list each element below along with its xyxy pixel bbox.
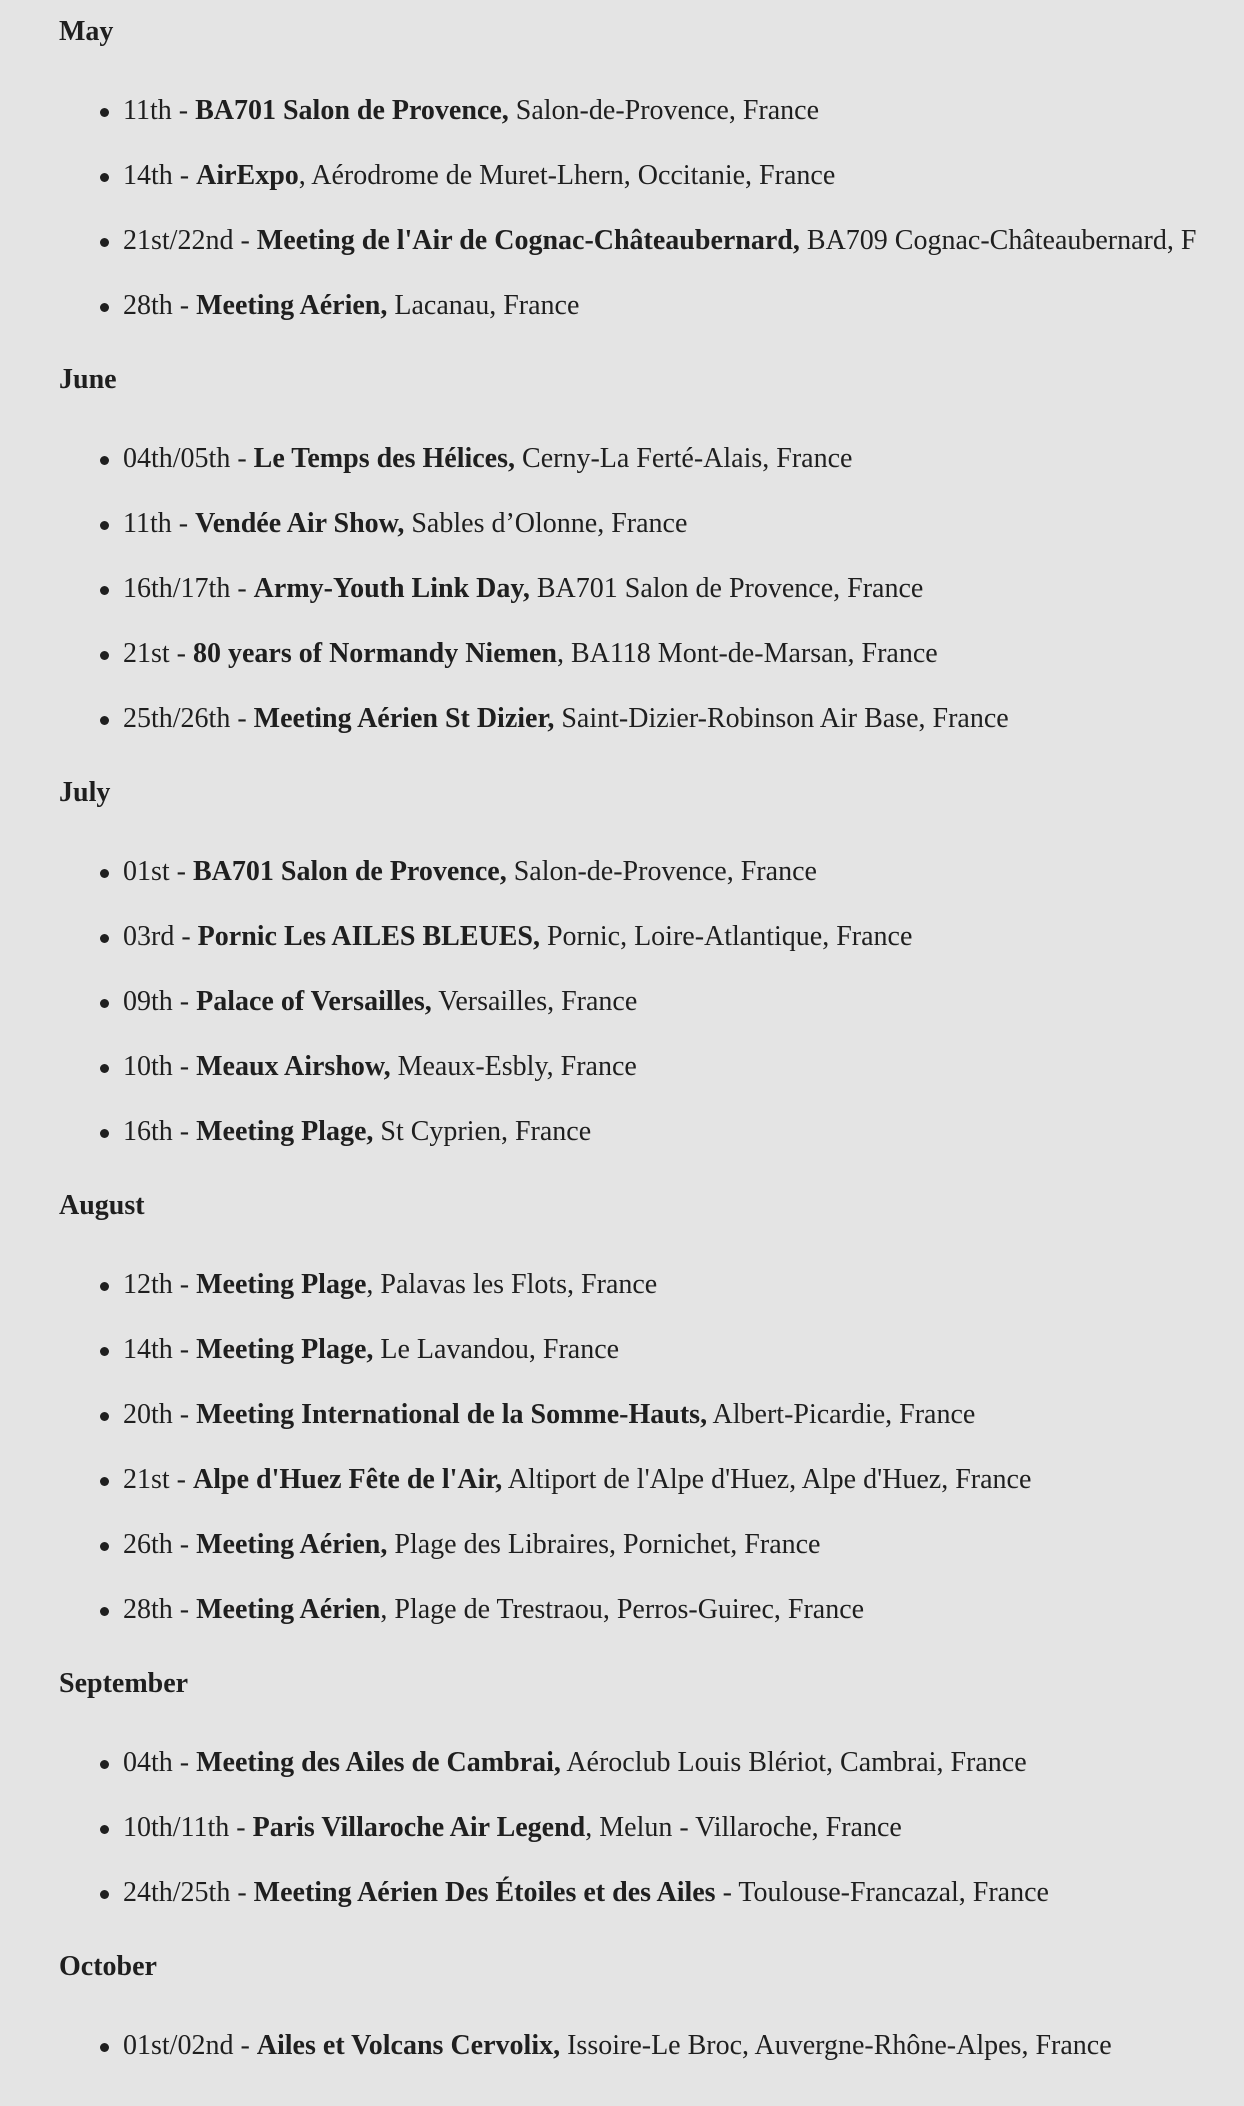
event-item — [59, 855, 1244, 920]
event-location: , BA118 Mont-de-Marsan, France — [556, 638, 938, 669]
month-heading: September — [59, 1668, 189, 1699]
event-name: Meeting de l'Air de Cognac-Châteaubernard, — [256, 225, 800, 256]
event-location: Issoire-Le Broc, Auvergne-Rhône-Alpes, France — [560, 2030, 1112, 2061]
event-location: , Palavas les Flots, France — [366, 1269, 658, 1300]
month-heading: October — [59, 1951, 157, 1982]
event-name: 80 years of Normandy Niemen — [193, 638, 557, 669]
bullet-icon — [100, 303, 109, 312]
event-location: , Aérodrome de Muret-Lhern, Occitanie, France — [298, 160, 836, 191]
event-date: 10th/11th - — [123, 1812, 253, 1843]
event-date: 21st/22nd - — [123, 225, 257, 256]
event-date: 12th - — [123, 1269, 197, 1300]
bullet-icon — [100, 586, 109, 595]
event-item — [59, 637, 1244, 702]
event-item — [59, 572, 1244, 637]
event-text — [123, 1593, 864, 1627]
event-item — [59, 1746, 1244, 1811]
event-item — [59, 1050, 1244, 1115]
event-location: Lacanau, France — [387, 290, 580, 321]
event-text — [123, 702, 1009, 736]
event-name: Paris Villaroche Air Legend — [252, 1812, 586, 1843]
event-location: Plage des Libraires, Pornichet, France — [387, 1529, 821, 1560]
event-date: 21st - — [123, 1464, 193, 1495]
event-name: Ailes et Volcans Cervolix, — [256, 2030, 561, 2061]
bullet-icon — [100, 1760, 109, 1769]
event-list — [59, 94, 1244, 354]
event-date: 09th - — [123, 986, 197, 1017]
event-name: Meeting International de la Somme-Hauts, — [196, 1399, 708, 1430]
event-text — [123, 1115, 591, 1149]
event-text — [123, 1463, 1031, 1497]
event-date: 20th - — [123, 1399, 197, 1430]
bullet-icon — [100, 651, 109, 660]
bullet-icon — [100, 1129, 109, 1138]
event-text — [123, 442, 852, 476]
event-location: BA701 Salon de Provence, France — [529, 573, 924, 604]
month-section-may — [59, 0, 1244, 354]
event-name: Meaux Airshow, — [196, 1051, 391, 1082]
event-name: Vendée Air Show, — [195, 508, 405, 539]
event-item — [59, 985, 1244, 1050]
event-item — [59, 94, 1244, 159]
event-text — [123, 1398, 975, 1432]
bullet-icon — [100, 1825, 109, 1834]
month-section-september — [59, 1652, 1244, 1941]
event-text — [123, 1746, 1027, 1780]
event-location: St Cyprien, France — [373, 1116, 592, 1147]
month-section-october — [59, 1935, 1244, 2094]
event-text — [123, 507, 687, 541]
event-item — [59, 1333, 1244, 1398]
event-text — [123, 1333, 619, 1367]
month-section-july — [59, 761, 1244, 1180]
bullet-icon — [100, 999, 109, 1008]
event-item — [59, 1593, 1244, 1658]
event-name: Meeting Aérien, — [196, 290, 388, 321]
event-location: Salon-de-Provence, France — [506, 856, 817, 887]
event-item — [59, 224, 1244, 289]
event-text — [123, 1811, 902, 1845]
event-location: Le Lavandou, France — [373, 1334, 620, 1365]
event-item — [59, 1876, 1244, 1941]
event-date: 26th - — [123, 1529, 197, 1560]
bullet-icon — [100, 1890, 109, 1899]
month-heading: July — [59, 777, 111, 808]
event-location: , Melun - Villaroche, France — [585, 1812, 902, 1843]
bullet-icon — [100, 238, 109, 247]
event-name: Meeting Plage, — [196, 1334, 374, 1365]
event-item — [59, 1268, 1244, 1333]
bullet-icon — [100, 934, 109, 943]
event-location: - Toulouse-Francazal, France — [715, 1877, 1049, 1908]
event-item — [59, 442, 1244, 507]
event-item — [59, 507, 1244, 572]
event-name: Meeting Aérien St Dizier, — [253, 703, 555, 734]
event-date: 10th - — [123, 1051, 197, 1082]
event-name: Meeting Aérien Des Étoiles et des Ailes — [253, 1877, 716, 1908]
event-name: Le Temps des Hélices, — [253, 443, 516, 474]
bullet-icon — [100, 716, 109, 725]
event-text — [123, 1528, 820, 1562]
event-date: 11th - — [123, 508, 196, 539]
event-location: , Plage de Trestraou, Perros-Guirec, France — [380, 1594, 865, 1625]
event-item — [59, 2029, 1244, 2094]
bullet-icon — [100, 108, 109, 117]
event-item — [59, 289, 1244, 354]
event-text — [123, 572, 923, 606]
event-item — [59, 159, 1244, 224]
event-text — [123, 2029, 1112, 2063]
event-location: Salon-de-Provence, France — [508, 95, 819, 126]
event-name: Pornic Les AILES BLEUES, — [197, 921, 540, 952]
event-item — [59, 1528, 1244, 1593]
event-date: 03rd - — [123, 921, 198, 952]
event-location: Albert-Picardie, France — [707, 1399, 976, 1430]
event-item — [59, 1811, 1244, 1876]
bullet-icon — [100, 1064, 109, 1073]
bullet-icon — [100, 2043, 109, 2052]
event-date: 11th - — [123, 95, 196, 126]
event-date: 16th - — [123, 1116, 197, 1147]
event-text — [123, 637, 938, 671]
event-name: Meeting Plage — [196, 1269, 367, 1300]
event-date: 14th - — [123, 1334, 197, 1365]
event-date: 04th - — [123, 1747, 197, 1778]
event-text — [123, 289, 579, 323]
event-location: Saint-Dizier-Robinson Air Base, France — [554, 703, 1009, 734]
month-section-june — [59, 348, 1244, 767]
event-item — [59, 920, 1244, 985]
event-name: Army-Youth Link Day, — [253, 573, 530, 604]
event-date: 21st - — [123, 638, 193, 669]
event-name: Palace of Versailles, — [196, 986, 432, 1017]
bullet-icon — [100, 173, 109, 182]
bullet-icon — [100, 456, 109, 465]
event-date: 14th - — [123, 160, 197, 191]
event-location: Pornic, Loire-Atlantique, France — [539, 921, 913, 952]
bullet-icon — [100, 1347, 109, 1356]
event-name: Alpe d'Huez Fête de l'Air, — [193, 1464, 503, 1495]
event-date: 28th - — [123, 290, 197, 321]
event-text — [123, 1050, 637, 1084]
event-text — [123, 1876, 1049, 1910]
month-section-august — [59, 1174, 1244, 1658]
events-calendar — [59, 0, 1244, 2094]
event-text — [123, 855, 817, 889]
event-item — [59, 1398, 1244, 1463]
event-name: AirExpo — [196, 160, 299, 191]
event-date: 16th/17th - — [123, 573, 254, 604]
month-heading: May — [59, 16, 114, 47]
event-name: Meeting Aérien — [196, 1594, 381, 1625]
event-date: 28th - — [123, 1594, 197, 1625]
event-name: BA701 Salon de Provence, — [195, 95, 509, 126]
event-location: Versailles, France — [431, 986, 638, 1017]
event-text — [123, 159, 835, 193]
event-location: Altiport de l'Alpe d'Huez, Alpe d'Huez, France — [502, 1464, 1032, 1495]
event-location: BA709 Cognac-Châteaubernard, F — [799, 225, 1197, 256]
event-list — [59, 2029, 1244, 2094]
event-location: Cerny-La Ferté-Alais, France — [515, 443, 853, 474]
event-location: Sables d’Olonne, France — [404, 508, 688, 539]
event-name: Meeting des Ailes de Cambrai, — [196, 1747, 561, 1778]
month-heading: June — [59, 364, 117, 395]
event-name: Meeting Plage, — [196, 1116, 374, 1147]
event-text — [123, 224, 1196, 258]
event-text — [123, 920, 912, 954]
event-text — [123, 985, 637, 1019]
bullet-icon — [100, 1282, 109, 1291]
event-list — [59, 1746, 1244, 1941]
month-heading: August — [59, 1190, 145, 1221]
event-location: Aéroclub Louis Blériot, Cambrai, France — [560, 1747, 1027, 1778]
event-date: 24th/25th - — [123, 1877, 254, 1908]
bullet-icon — [100, 1477, 109, 1486]
event-item — [59, 1115, 1244, 1180]
bullet-icon — [100, 1542, 109, 1551]
event-list — [59, 1268, 1244, 1658]
bullet-icon — [100, 521, 109, 530]
event-location: Meaux-Esbly, France — [390, 1051, 637, 1082]
event-date: 04th/05th - — [123, 443, 254, 474]
bullet-icon — [100, 1412, 109, 1421]
event-item — [59, 702, 1244, 767]
event-text — [123, 94, 819, 128]
bullet-icon — [100, 1607, 109, 1616]
event-list — [59, 442, 1244, 767]
event-text — [123, 1268, 657, 1302]
event-item — [59, 1463, 1244, 1528]
event-date: 25th/26th - — [123, 703, 254, 734]
event-name: BA701 Salon de Provence, — [193, 856, 507, 887]
event-date: 01st/02nd - — [123, 2030, 257, 2061]
event-name: Meeting Aérien, — [196, 1529, 388, 1560]
event-date: 01st - — [123, 856, 193, 887]
event-list — [59, 855, 1244, 1180]
bullet-icon — [100, 869, 109, 878]
